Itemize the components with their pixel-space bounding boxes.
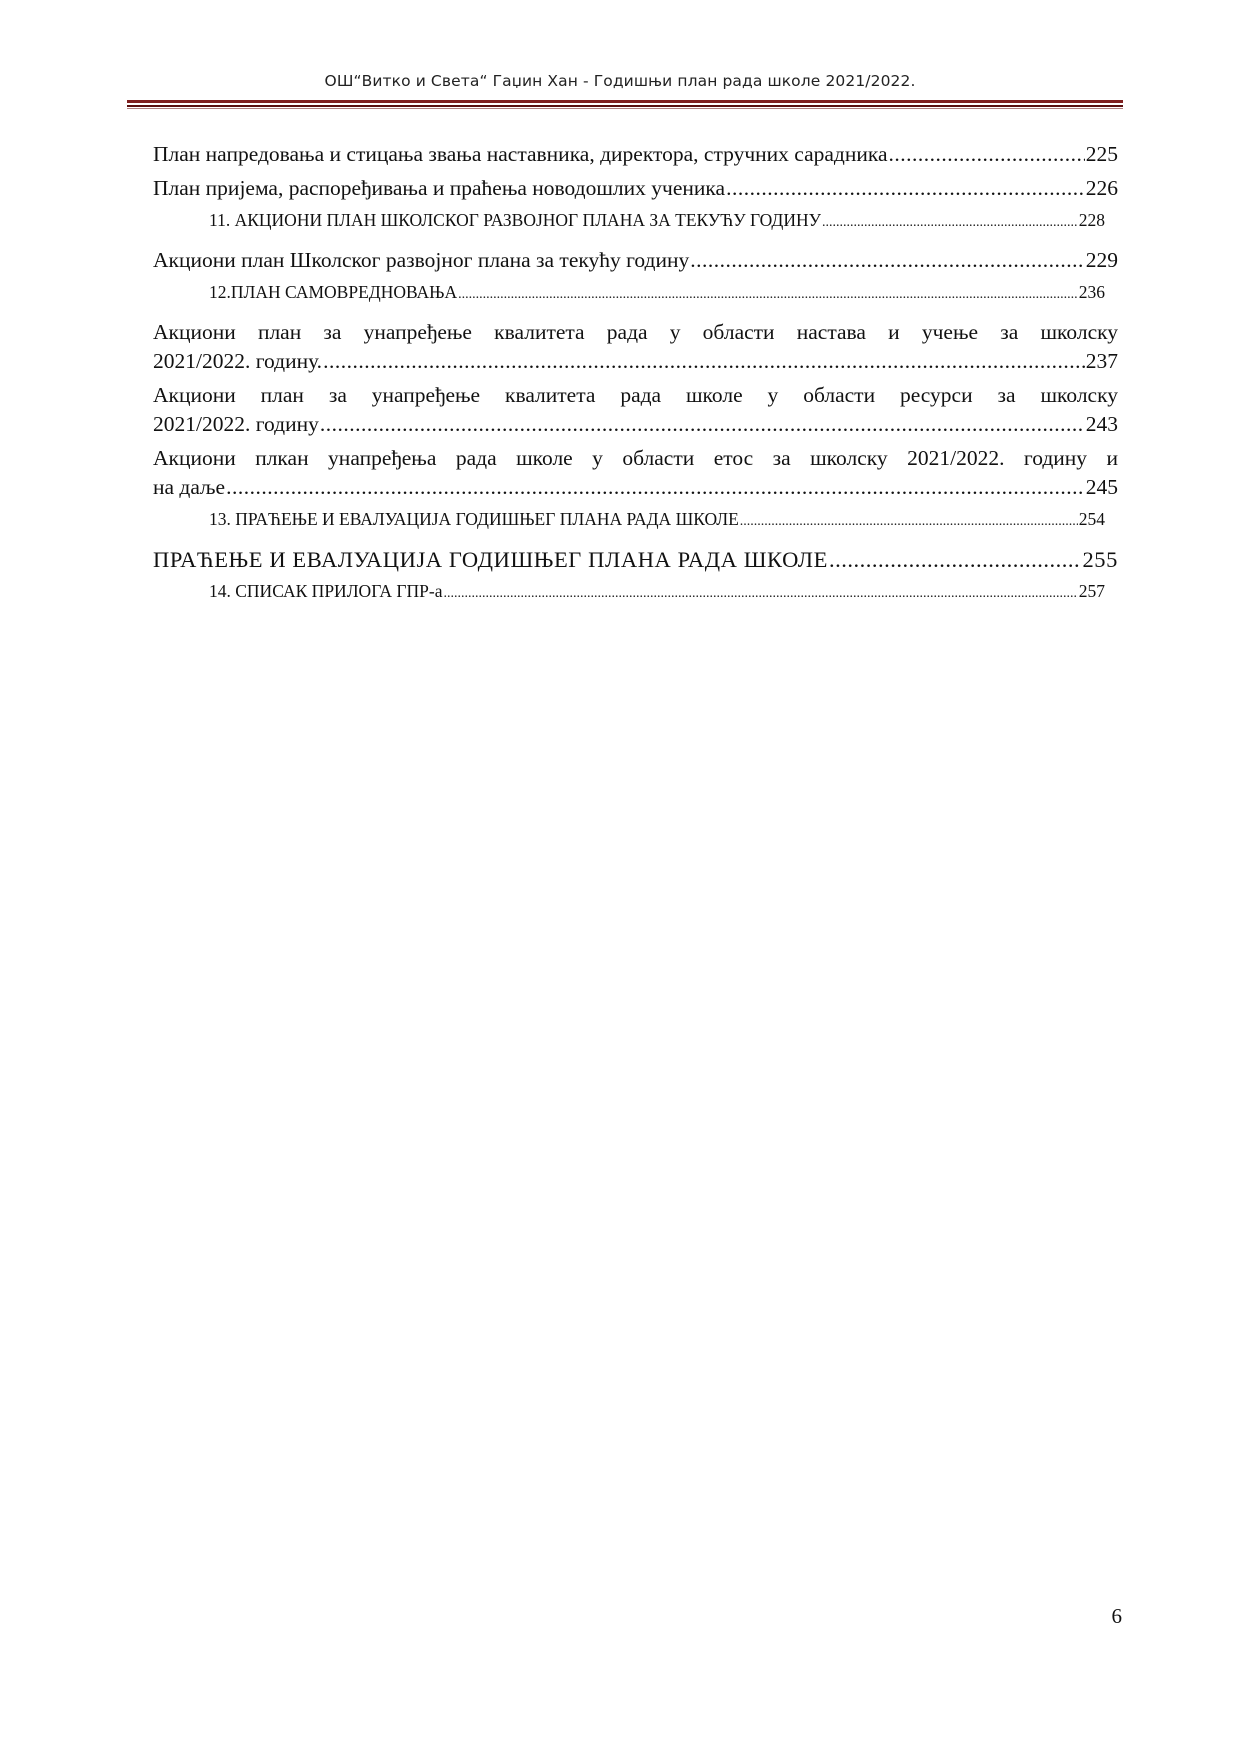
- toc-entry-development-action-plan[interactable]: [153, 246, 1118, 275]
- toc-entry-text: ПРАЋЕЊЕ И ЕВАЛУАЦИЈА ГОДИШЊЕГ ПЛАНА РАДА ШКОЛЕ: [153, 547, 829, 572]
- toc-page-number: 243: [1085, 412, 1118, 436]
- toc-leader: [226, 473, 1085, 502]
- toc-entry-teaching-learning-action-plan[interactable]: [153, 318, 1118, 376]
- toc-entry-resources-action-plan[interactable]: [153, 381, 1118, 439]
- header-rule-mid: [127, 105, 1123, 107]
- toc-page-number: 236: [1078, 282, 1105, 302]
- toc-page-number: 257: [1078, 581, 1105, 601]
- toc-page-number: 228: [1078, 210, 1105, 230]
- toc-entry-text: 14. СПИСАК ПРИЛОГА ГПР-а: [209, 581, 443, 601]
- toc-entry-text-continued: на даље: [153, 475, 226, 499]
- toc-leader: [444, 579, 1078, 606]
- toc-entry-text: 12.ПЛАН САМОВРЕДНОВАЊА: [209, 282, 458, 302]
- toc-entry-monitoring-evaluation[interactable]: [153, 545, 1118, 574]
- toc-entry-text: Акциони плкан унапређења рада школе у области етос за школску 2021/2022. годину и: [153, 446, 1118, 470]
- toc-leader: [320, 410, 1085, 439]
- toc-entry-text: Акциони план Школског развојног плана за текућу годину: [153, 248, 690, 272]
- toc-entry-text-continued: 2021/2022. годину: [153, 412, 319, 436]
- toc-page-number: 237: [1085, 349, 1118, 373]
- toc-entry-advancement-plan[interactable]: [153, 140, 1118, 169]
- toc-entry-text: План напредовања и стицања звања наставника, директора, стручних сарадника: [153, 142, 888, 166]
- toc-leader: [458, 280, 1078, 307]
- toc-entry-text: Акциони план за унапређење квалитета рада школе у области ресурси за школску: [153, 383, 1118, 407]
- toc-leader: [726, 174, 1085, 203]
- running-header: ОШ“Витко и Света“ Гаџин Хан - Годишњи план рада школе 2021/2022.: [324, 72, 916, 90]
- toc-page-number: 254: [1078, 509, 1105, 529]
- toc-entry-new-students-plan[interactable]: [153, 174, 1118, 203]
- toc-leader: [889, 140, 1085, 169]
- toc-entry-section-14[interactable]: [153, 579, 1105, 606]
- header-rule-thick: [127, 100, 1123, 103]
- header-rule-thin: [127, 108, 1123, 109]
- toc-entry-text: 11. АКЦИОНИ ПЛАН ШКОЛСКОГ РАЗВОЈНОГ ПЛАНА ЗА ТЕКУЋУ ГОДИНУ: [209, 210, 822, 230]
- toc-entry-ethos-action-plan[interactable]: [153, 444, 1118, 502]
- toc-entry-text: Акциони план за унапређење квалитета рада у области настава и учење за школску: [153, 320, 1118, 344]
- toc-page-number: 255: [1082, 547, 1118, 572]
- toc-page-number: 229: [1085, 248, 1118, 272]
- toc-entry-text: План пријема, распоређивања и праћења новодошлих ученика: [153, 176, 726, 200]
- page-number: 6: [1111, 1604, 1122, 1628]
- toc-entry-text-continued: 2021/2022. годину.: [153, 349, 323, 373]
- toc-page-number: 226: [1085, 176, 1118, 200]
- toc-leader: [323, 347, 1085, 376]
- toc-page-number: 225: [1085, 142, 1118, 166]
- toc-leader: [822, 208, 1078, 235]
- toc-entry-section-13[interactable]: [153, 507, 1105, 534]
- toc-entry-section-11[interactable]: [153, 208, 1105, 235]
- toc-leader: [690, 246, 1084, 275]
- header-rule: [127, 100, 1123, 112]
- toc-leader: [740, 507, 1078, 534]
- toc-entry-section-12[interactable]: [153, 280, 1105, 307]
- table-of-contents: [153, 140, 1118, 617]
- toc-page-number: 245: [1085, 475, 1118, 499]
- toc-entry-text: 13. ПРАЋЕЊЕ И ЕВАЛУАЦИЈА ГОДИШЊЕГ ПЛАНА РАДА ШКОЛЕ: [209, 509, 739, 529]
- toc-leader: [829, 545, 1081, 574]
